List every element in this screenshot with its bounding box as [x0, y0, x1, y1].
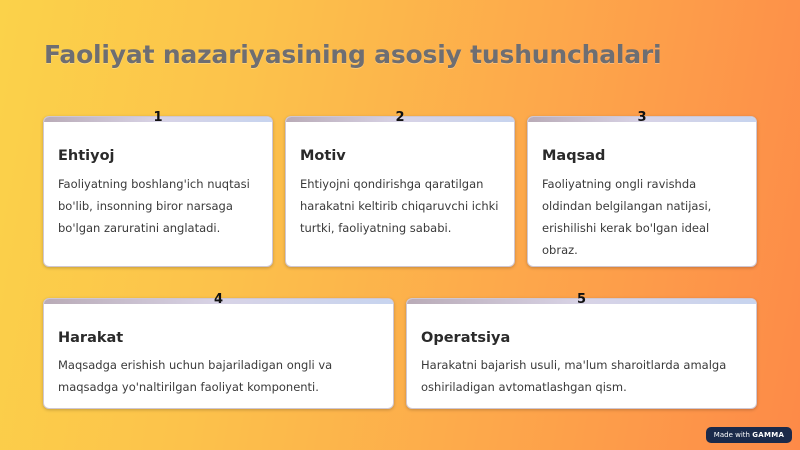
card-heading: Maqsad	[542, 148, 606, 164]
made-with-gamma-badge[interactable]	[706, 427, 792, 443]
slide-title: Faoliyat nazariyasining asosiy tushunchalari	[44, 40, 662, 69]
card-heading: Harakat	[58, 330, 124, 346]
gamma-logo-text: GAMMA	[752, 431, 785, 439]
card-number: 4	[213, 292, 224, 307]
card-number: 1	[153, 110, 163, 125]
concept-card-operatsiya	[406, 292, 757, 409]
card-number: 3	[637, 110, 647, 125]
card-description: Faoliyatning ongli ravishda oldindan belgilangan natijasi, erishilishi kerak bo'lgan ideal obraz.	[542, 177, 712, 257]
badge-prefix: Made with	[713, 431, 753, 439]
concept-card-motiv	[285, 110, 515, 267]
card-heading: Ehtiyoj	[58, 148, 115, 164]
card-heading: Motiv	[300, 148, 346, 164]
card-description: Harakatni bajarish usuli, ma'lum sharoitlarda amalga oshiriladigan avtomatlashgan qism.	[421, 358, 727, 394]
card-description: Faoliyatning boshlang'ich nuqtasi bo'lib, insonning biror narsaga bo'lgan zaruratini anglatadi.	[58, 177, 250, 235]
card-description: Maqsadga erishish uchun bajariladigan ongli va maqsadga yo'naltirilgan faoliyat komponenti.	[58, 358, 333, 394]
card-number: 5	[576, 292, 587, 307]
concept-card-maqsad	[527, 110, 757, 267]
card-heading: Operatsiya	[421, 330, 511, 346]
card-description: Ehtiyojni qondirishga qaratilgan harakatni keltirib chiqaruvchi ichki turtki, faoliyatning sababi.	[300, 177, 499, 235]
concept-card-ehtiyoj	[43, 110, 273, 267]
concept-card-harakat	[43, 292, 394, 409]
card-number: 2	[395, 110, 405, 125]
